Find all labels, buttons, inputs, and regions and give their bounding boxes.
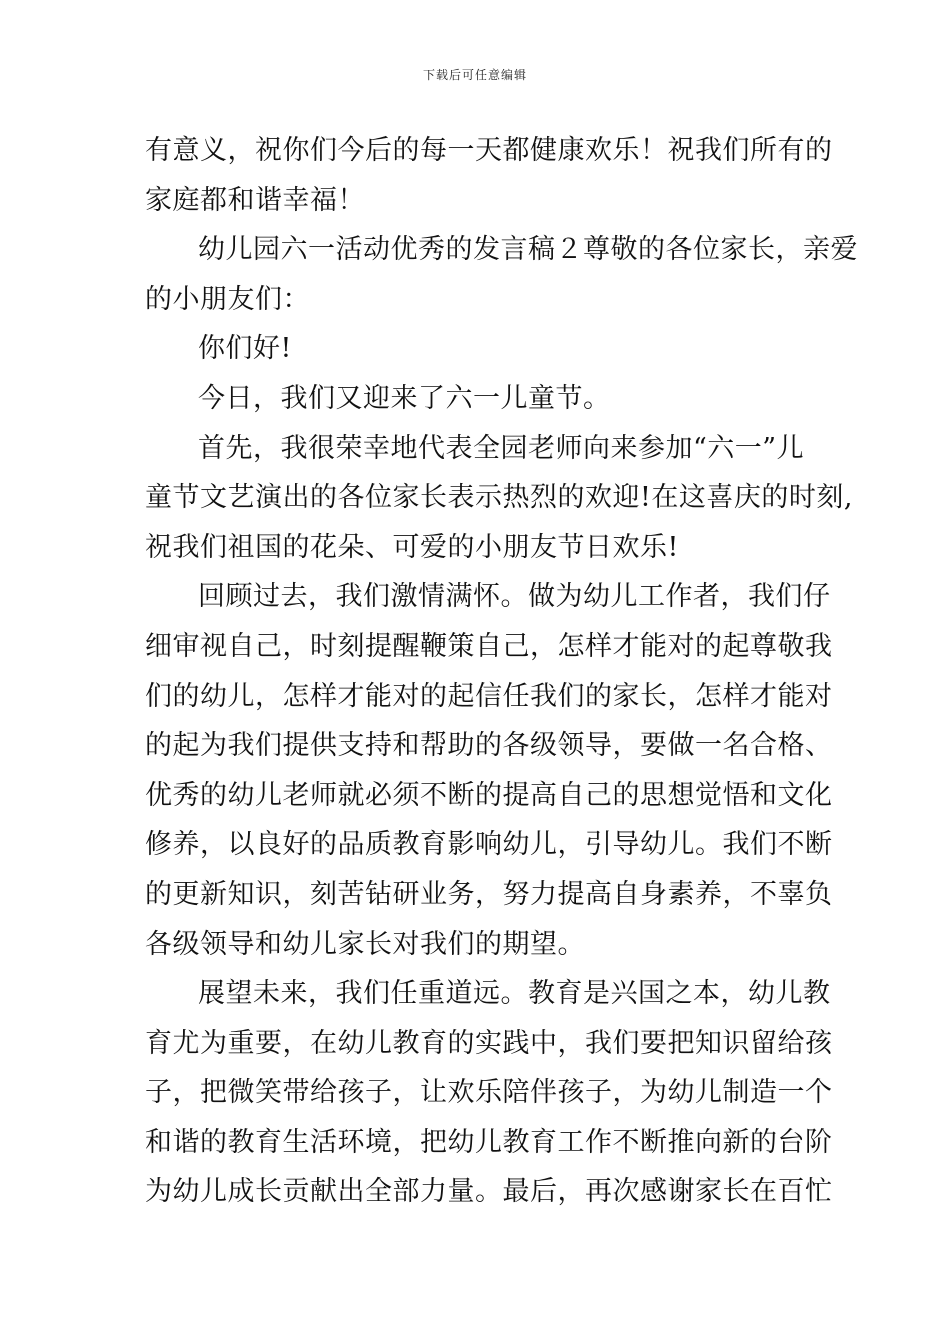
paragraph-start-line: 首先，我很荣幸地代表全园老师向来参加“六一”儿 [198, 432, 805, 464]
text-line: 优秀的幼儿老师就必须不断的提高自己的思想觉悟和文化 [145, 779, 833, 811]
paragraph-start-line: 展望未来，我们任重道远。教育是兴国之本，幼儿教 [198, 978, 831, 1010]
text-line: 祝我们祖国的花朵、可爱的小朋友节日欢乐! [145, 531, 679, 563]
body-text [145, 126, 858, 1217]
text-line: 童节文艺演出的各位家长表示热烈的欢迎!在这喜庆的时刻, [145, 482, 853, 514]
text-line: 育尤为重要，在幼儿教育的实践中，我们要把知识留给孩 [145, 1027, 833, 1059]
paragraph-start-line: 幼儿园六一活动优秀的发言稿２尊敬的各位家长，亲爱 [198, 234, 858, 266]
text-line: 们的幼儿，怎样才能对的起信任我们的家长，怎样才能对 [145, 680, 833, 712]
text-line: 细审视自己，时刻提醒鞭策自己，怎样才能对的起尊敬我 [145, 630, 833, 662]
text-line: 的起为我们提供支持和帮助的各级领导，要做一名合格、 [145, 730, 833, 762]
header-note: 下载后可任意编辑 [422, 68, 527, 82]
text-line: 子，把微笑带给孩子，让欢乐陪伴孩子，为幼儿制造一个 [145, 1077, 833, 1109]
text-line: 家庭都和谐幸福！ [145, 184, 365, 216]
text-line: 和谐的教育生活环境，把幼儿教育工作不断推向新的台阶 [145, 1126, 833, 1158]
text-line: 的小朋友们： [145, 283, 310, 315]
text-line: 各级领导和幼儿家长对我们的期望。 [145, 928, 585, 960]
paragraph-start-line: 你们好! [198, 333, 292, 365]
text-line: 修养，以良好的品质教育影响幼儿，引导幼儿。我们不断 [145, 829, 833, 861]
paragraph-start-line: 今日，我们又迎来了六一儿童节。 [198, 382, 611, 414]
text-line: 为幼儿成长贡献出全部力量。最后，再次感谢家长在百忙 [145, 1176, 833, 1208]
text-line: 的更新知识，刻苦钻研业务，努力提高自身素养，不辜负 [145, 878, 833, 910]
paragraph-start-line: 回顾过去，我们激情满怀。做为幼儿工作者，我们仔 [198, 581, 831, 613]
text-line: 有意义，祝你们今后的每一天都健康欢乐！祝我们所有的 [145, 135, 833, 166]
